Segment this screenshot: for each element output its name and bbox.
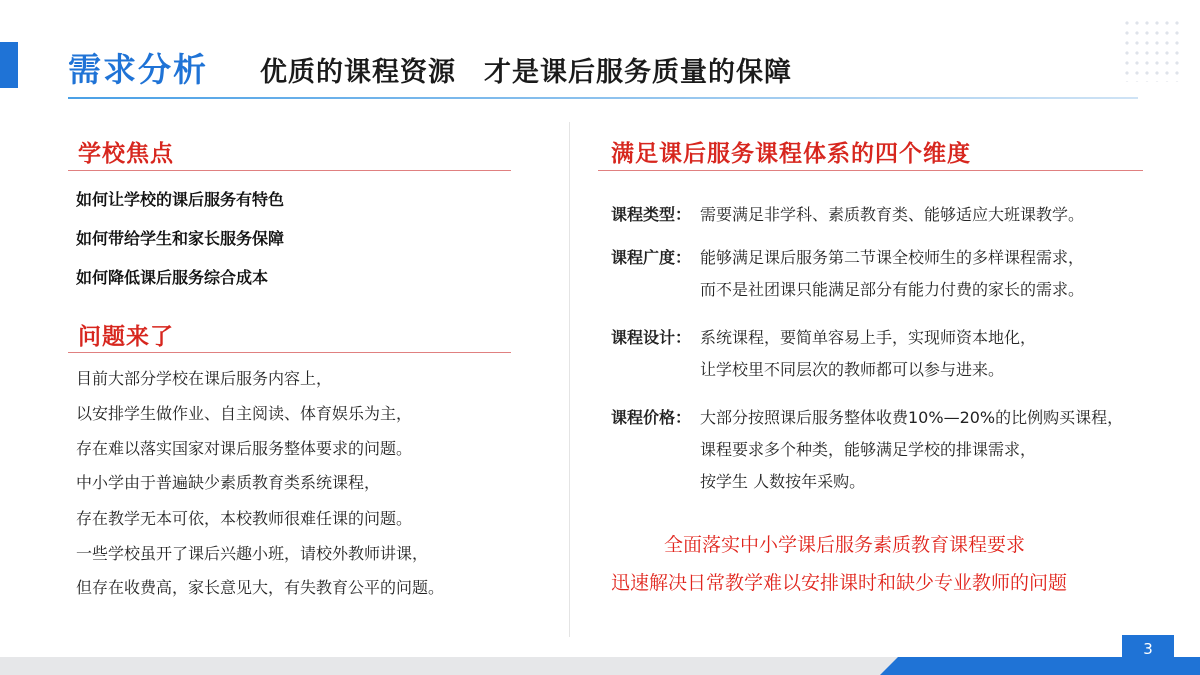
dimension-text: 能够满足课后服务第二节课全校师生的多样课程需求， [700,248,1085,267]
focus-item: 如何降低课后服务综合成本 [76,268,269,287]
problem-line: 存在难以落实国家对课后服务整体要求的问题。 [76,439,413,458]
focus-section-title: 学校焦点 [78,141,174,167]
dimensions-section-rule [598,170,1143,171]
page-title: 需求分析 [68,50,208,89]
problem-line: 目前大部分学校在课后服务内容上， [76,369,333,388]
page-number: 3 [1143,640,1153,658]
header-divider [68,97,1138,99]
conclusion-line: 迅速解决日常教学难以安排课时和缺少专业教师的问题 [611,572,1068,594]
dimension-text: 需要满足非学科、素质教育类、能够适应大班课教学。 [700,205,1085,224]
problem-section-title: 问题来了 [78,324,174,350]
dimension-label-breadth: 课程广度： [611,248,692,267]
dimension-text: 而不是社团课只能满足部分有能力付费的家长的需求。 [700,280,1085,299]
dimension-text: 按学生 人数按年采购。 [700,472,866,491]
header-accent-bar [0,42,18,88]
problem-line: 存在教学无本可依，本校教师很难任课的问题。 [76,509,413,528]
dimension-text: 系统课程，要简单容易上手，实现师资本地化， [700,328,1037,347]
problem-line: 一些学校虽开了课后兴趣小班，请校外教师讲课， [76,544,429,563]
problem-line: 中小学由于普遍缺少素质教育类系统课程， [76,473,381,492]
problem-line: 以安排学生做作业、自主阅读、体育娱乐为主， [76,404,413,423]
dimension-text: 让学校里不同层次的教师都可以参与进来。 [700,360,1005,379]
focus-section-rule [68,170,511,171]
dot-grid-decoration [1122,18,1180,82]
dimension-label-design: 课程设计： [611,328,692,347]
column-divider [569,122,570,637]
dimension-label-price: 课程价格： [611,408,692,427]
focus-item: 如何让学校的课后服务有特色 [76,190,285,209]
problem-line: 但存在收费高，家长意见大，有失教育公平的问题。 [76,578,445,597]
problem-section-rule [68,352,511,353]
page-subtitle: 优质的课程资源 才是课后服务质量的保障 [260,57,792,88]
dimension-text: 大部分按照课后服务整体收费10%—20%的比例购买课程， [700,408,1124,427]
dimensions-section-title: 满足课后服务课程体系的四个维度 [611,141,971,167]
focus-item: 如何带给学生和家长服务保障 [76,229,285,248]
dimension-label-type: 课程类型： [611,205,692,224]
conclusion-line: 全面落实中小学课后服务素质教育课程要求 [664,534,1026,556]
dimension-text: 课程要求多个种类，能够满足学校的排课需求， [700,440,1037,459]
